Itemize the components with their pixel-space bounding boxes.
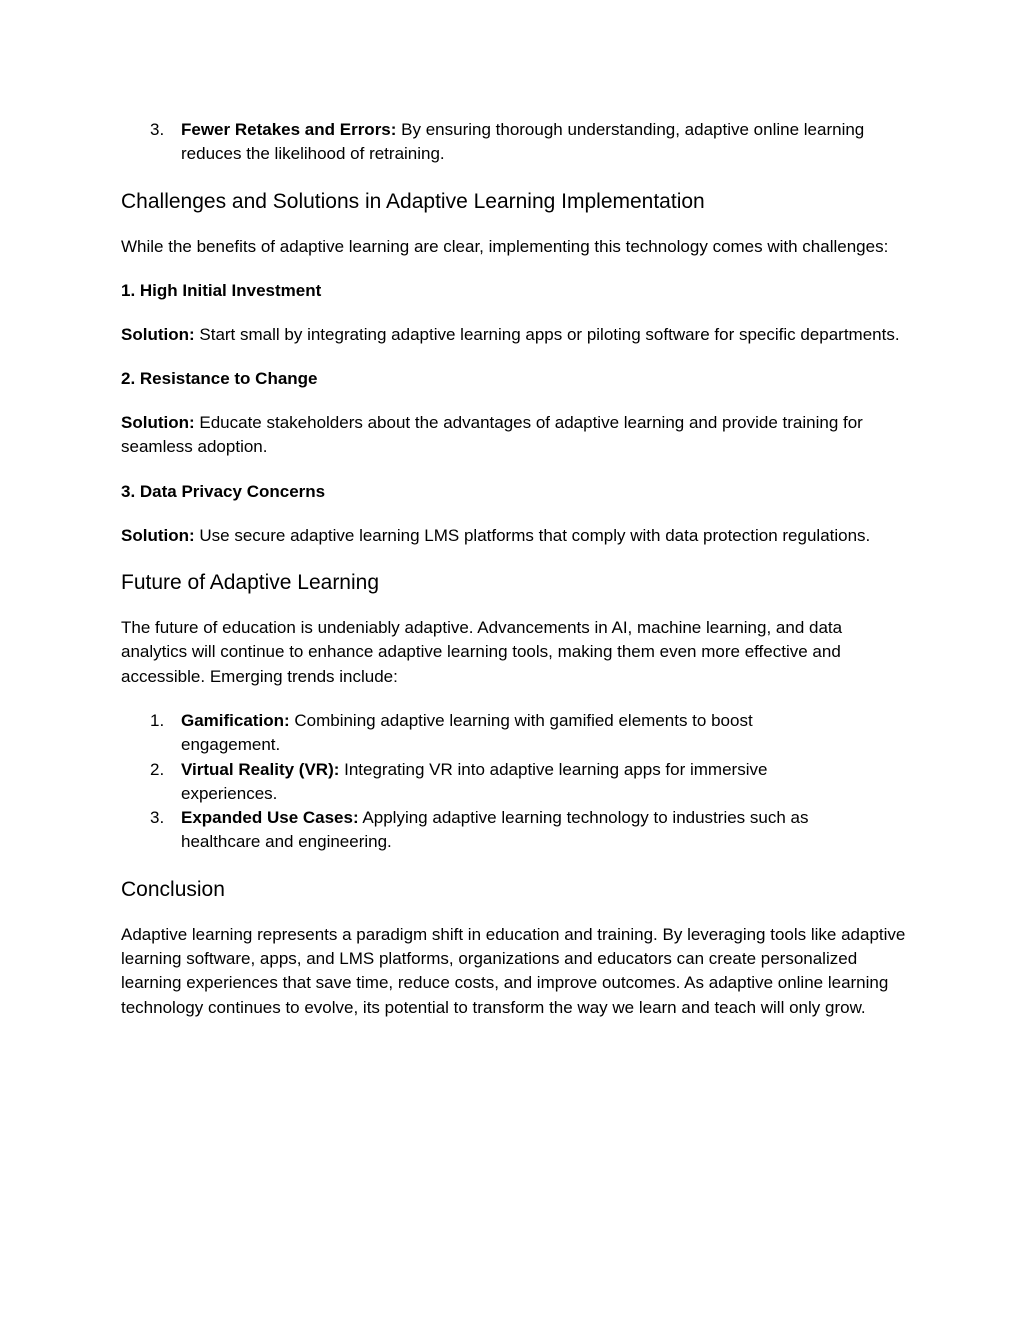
- trends-list: [121, 709, 907, 855]
- list-item: [121, 118, 881, 167]
- list-number: 1.: [150, 710, 165, 730]
- list-number: 2.: [150, 759, 165, 779]
- list-item-term: Virtual Reality (VR):: [181, 759, 340, 779]
- list-item-term: Gamification:: [181, 710, 290, 730]
- list-number: 3.: [150, 808, 165, 828]
- document-page: [121, 118, 907, 1020]
- list-item: [121, 709, 821, 758]
- solution-label: Solution:: [121, 525, 195, 545]
- list-item-term: Fewer Retakes and Errors:: [181, 120, 397, 139]
- list-item-text: Integrating VR into adaptive learning apps for immersive experiences.: [181, 759, 768, 803]
- challenge-solution: [121, 323, 907, 347]
- challenge-title: 2. Resistance to Change: [121, 369, 318, 389]
- challenge-title: 3. Data Privacy Concerns: [121, 481, 326, 501]
- list-item: [121, 806, 881, 855]
- solution-text: Start small by integrating adaptive learning apps or piloting software for specific departments.: [194, 324, 900, 344]
- list-item-text: Combining adaptive learning with gamified elements to boost engagement.: [181, 710, 753, 755]
- section-heading-future: Future of Adaptive Learning: [121, 571, 380, 595]
- future-intro: The future of education is undeniably adaptive. Advancements in AI, machine learning, and data analytics will continue to enhance adaptive learning tools, making them even more effective and accessible. Emerging trends include:: [121, 618, 843, 686]
- challenges-intro: While the benefits of adaptive learning are clear, implementing this technology comes with challenges:: [121, 236, 889, 256]
- list-item-text: By ensuring thorough understanding, adaptive online learning reduces the likelihood of retraining.: [181, 120, 865, 164]
- solution-text: Use secure adaptive learning LMS platforms that comply with data protection regulations.: [194, 525, 871, 545]
- section-heading-conclusion: Conclusion: [121, 877, 225, 901]
- list-item-term: Expanded Use Cases:: [181, 808, 359, 828]
- solution-label: Solution:: [121, 413, 195, 433]
- solution-text: Educate stakeholders about the advantages of adaptive learning and provide training for seamless adoption.: [121, 413, 863, 457]
- challenge-solution: [121, 524, 907, 548]
- solution-label: Solution:: [121, 324, 195, 344]
- challenge-solution: [121, 411, 907, 460]
- list-item-text: Applying adaptive learning technology to industries such as healthcare and engineering.: [181, 808, 809, 852]
- list-item: [121, 758, 821, 807]
- challenge-title: 1. High Initial Investment: [121, 280, 322, 300]
- conclusion-text: Adaptive learning represents a paradigm shift in education and training. By leveraging tools like adaptive learning software, apps, and LMS platforms, organizations and educators can create personalized learning experiences that save time, reduce costs, and improve outcomes. As adaptive online learning technology continues to evolve, its potential to transform the way we learn and teach will only grow.: [121, 924, 906, 1017]
- section-heading-challenges: Challenges and Solutions in Adaptive Learning Implementation: [121, 189, 705, 213]
- list-number: 3.: [150, 120, 165, 139]
